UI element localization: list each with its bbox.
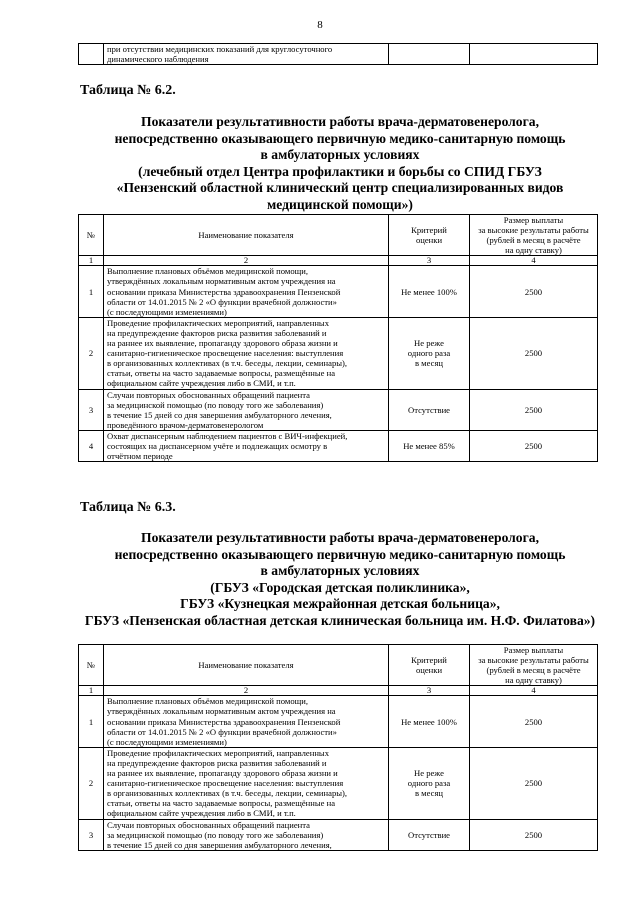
index-cell: 1 — [79, 686, 104, 696]
payment-amount: 2500 — [470, 389, 598, 430]
indicator-name: при отсутствии медицинских показаний для круглосуточного динамического наблюдения — [107, 44, 333, 65]
index-cell: 1 — [79, 256, 104, 266]
row-number: 4 — [79, 430, 104, 461]
criterion-value: Не реже одного раза в месяц — [389, 317, 470, 389]
criterion-value: Не менее 100% — [389, 696, 470, 747]
indicator-name: Проведение профилактических мероприятий, направленных на предупреждение факторов риска развития заболеваний и на раннее их выявление, пропаганду здорового образа жизни и санитарно-гигиеническое просвещение населения: выступления в организованных коллективах (в т.ч. беседы, лекции, семинары), статьи, ответы на часто задаваемые вопросы, размещённые на официальном сайте учреждения либо в СМИ, и т.п. — [104, 317, 389, 389]
criterion-value: Не реже одного раза в месяц — [389, 747, 470, 819]
table-cell — [389, 44, 470, 65]
table-row — [79, 317, 598, 389]
heading-line: (ГБУЗ «Городская детская поликлиника», — [210, 579, 470, 595]
indicator-name: Выполнение плановых объёмов медицинской помощи, утверждённых локальным нормативным актом учреждения на основании приказа Министерства здравоохранения Пензенской области от 14.01.2015 № 2 «О функции врачебной должности» (с последующими изменениями) — [104, 696, 389, 747]
criterion-value: Не менее 85% — [389, 430, 470, 461]
table-row — [79, 819, 598, 850]
criterion-value: Не менее 100% — [389, 266, 470, 317]
heading-line: Показатели результативности работы врача-дерматовенеролога, — [141, 530, 539, 545]
col-header-num: № — [79, 215, 104, 256]
heading-line: медицинской помощи») — [267, 196, 413, 212]
row-number: 1 — [79, 266, 104, 317]
indicator-name: Охват диспансерным наблюдением пациентов с ВИЧ-инфекцией, состоящих на диспансерном учёте и подлежащих осмотру в отчётном периоде — [104, 430, 389, 461]
payment-amount: 2500 — [470, 430, 598, 461]
indicator-name: Случаи повторных обоснованных обращений пациента за медицинской помощью (по поводу того же заболевания) в течение 15 дней со дня завершения амбулаторного лечения, проведённого врачом-дерматовенерологом — [104, 389, 389, 430]
index-cell: 2 — [104, 256, 389, 266]
payment-amount: 2500 — [470, 747, 598, 819]
column-index-row — [79, 686, 598, 696]
table-cell — [104, 44, 389, 65]
page-number: 8 — [317, 19, 323, 31]
table-6-3-heading — [70, 530, 610, 630]
heading-line: (лечебный отдел Центра профилактики и борьбы со СПИД ГБУЗ — [138, 163, 542, 179]
table-row — [79, 430, 598, 461]
row-number: 2 — [79, 317, 104, 389]
col-header-criterion: Критерий оценки — [389, 645, 470, 686]
table-header-row — [79, 215, 598, 256]
criterion-value: Отсутствие — [389, 389, 470, 430]
heading-line: в амбулаторных условиях — [260, 563, 420, 579]
heading-line: Показатели результативности работы врача-дерматовенеролога, — [141, 114, 539, 129]
table-cell — [79, 44, 104, 65]
indicator-name: Проведение профилактических мероприятий, направленных на предупреждение факторов риска развития заболеваний и на раннее их выявление, пропаганду здорового образа жизни и санитарно-гигиеническое просвещение населения: выступления в организованных коллективах (в т.ч. беседы, лекции, семинары), статьи, ответы на часто задаваемые вопросы, размещённые на официальном сайте учреждения либо в СМИ, и т.п. — [104, 747, 389, 819]
row-number: 2 — [79, 747, 104, 819]
table-6-3 — [78, 644, 598, 851]
heading-line: в амбулаторных условиях — [260, 147, 420, 163]
indicator-name: Случаи повторных обоснованных обращений пациента за медицинской помощью (по поводу того же заболевания) в течение 15 дней со дня завершения амбулаторного лечения, — [104, 819, 389, 850]
row-number: 3 — [79, 819, 104, 850]
payment-amount: 2500 — [470, 266, 598, 317]
col-header-payment: Размер выплаты за высокие результаты работы (рублей в месяц в расчёте на одну ставку) — [470, 215, 598, 256]
table-row — [79, 266, 598, 317]
index-cell: 3 — [389, 256, 470, 266]
index-cell: 2 — [104, 686, 389, 696]
heading-line: непосредственно оказывающего первичную медико-санитарную помощь — [114, 546, 566, 562]
col-header-payment: Размер выплаты за высокие результаты работы (рублей в месяц в расчёте на одну ставку) — [470, 645, 598, 686]
table-6-2-label: Таблица № 6.2. — [80, 83, 176, 98]
row-number: 1 — [79, 696, 104, 747]
table-row — [79, 44, 598, 65]
index-cell: 4 — [470, 256, 598, 266]
criterion-value: Отсутствие — [389, 819, 470, 850]
continued-table-fragment — [78, 43, 598, 65]
heading-line: «Пензенский областной клинический центр специализированных видов — [116, 180, 564, 196]
col-header-criterion: Критерий оценки — [389, 215, 470, 256]
table-6-2-heading — [70, 114, 610, 214]
heading-line: ГБУЗ «Пензенская областная детская клиническая больница им. Н.Ф. Филатова») — [84, 612, 596, 628]
col-header-name: Наименование показателя — [104, 215, 389, 256]
heading-line: ГБУЗ «Кузнецкая межрайонная детская больница», — [180, 596, 500, 612]
heading-line: непосредственно оказывающего первичную медико-санитарную помощь — [114, 130, 566, 146]
row-number: 3 — [79, 389, 104, 430]
table-6-2 — [78, 214, 598, 462]
table-6-3-label: Таблица № 6.3. — [80, 500, 176, 515]
col-header-name: Наименование показателя — [104, 645, 389, 686]
table-header-row — [79, 645, 598, 686]
index-cell: 3 — [389, 686, 470, 696]
col-header-num: № — [79, 645, 104, 686]
table-row — [79, 389, 598, 430]
payment-amount: 2500 — [470, 317, 598, 389]
payment-amount: 2500 — [470, 819, 598, 850]
indicator-name: Выполнение плановых объёмов медицинской помощи, утверждённых локальным нормативным актом учреждения на основании приказа Министерства здравоохранения Пензенской области от 14.01.2015 № 2 «О функции врачебной должности» (с последующими изменениями) — [104, 266, 389, 317]
table-row — [79, 696, 598, 747]
table-cell — [470, 44, 598, 65]
index-cell: 4 — [470, 686, 598, 696]
table-row — [79, 747, 598, 819]
payment-amount: 2500 — [470, 696, 598, 747]
column-index-row — [79, 256, 598, 266]
